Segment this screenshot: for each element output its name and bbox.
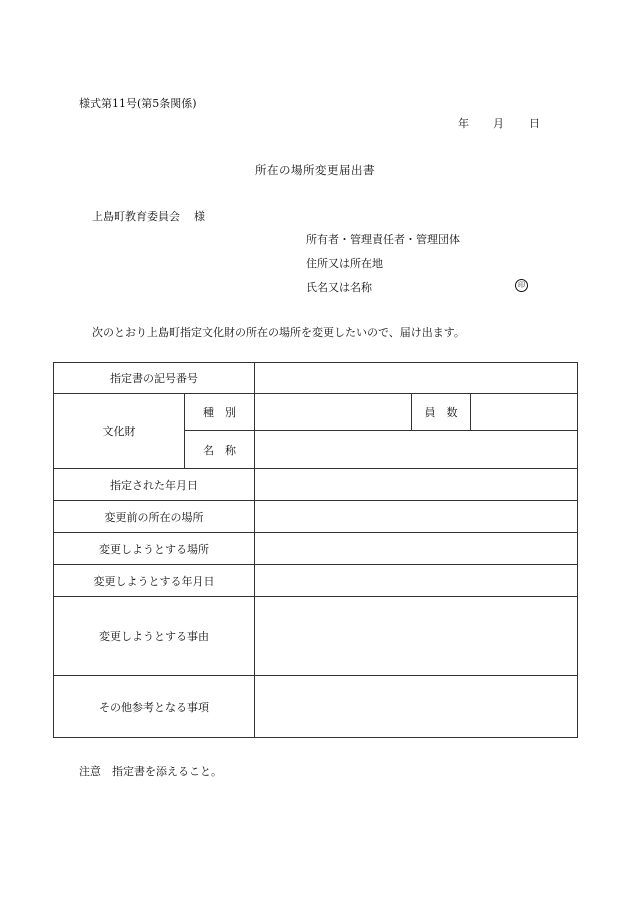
- table-row: [54, 533, 578, 565]
- applicant-address-label: 住所又は所在地: [306, 257, 383, 270]
- count-label: 員 数: [412, 394, 471, 431]
- designation-number-field[interactable]: [255, 363, 578, 394]
- addressee-honorific: 様: [194, 210, 205, 223]
- other-notes-label: その他参考となる事項: [54, 676, 255, 738]
- note-text: 指定書を添えること。: [112, 765, 222, 778]
- date-day-label: 日: [529, 117, 540, 130]
- designation-date-label: 指定された年月日: [54, 469, 255, 501]
- designation-number-label: 指定書の記号番号: [54, 363, 255, 394]
- current-location-field[interactable]: [255, 501, 578, 533]
- table-row: [54, 501, 578, 533]
- name-label: 名 称: [185, 431, 255, 469]
- change-date-field[interactable]: [255, 565, 578, 597]
- change-reason-field[interactable]: [255, 597, 578, 676]
- designation-date-field[interactable]: [255, 469, 578, 501]
- date-year-label: 年: [458, 117, 469, 130]
- other-notes-field[interactable]: [255, 676, 578, 738]
- seal-mark: 印: [515, 279, 528, 292]
- applicant-name-label: 氏名又は名称: [306, 281, 372, 294]
- table-row: [54, 565, 578, 597]
- note-label: 注意: [79, 765, 101, 778]
- table-row: [54, 676, 578, 738]
- type-field[interactable]: [255, 394, 412, 431]
- table-row: [54, 469, 578, 501]
- table-row: [54, 394, 578, 431]
- table-row: [54, 597, 578, 676]
- name-field[interactable]: [255, 431, 578, 469]
- applicant-role-label: 所有者・管理責任者・管理団体: [306, 233, 460, 246]
- document-title: 所在の場所変更届出書: [255, 163, 375, 177]
- type-label: 種 別: [185, 394, 255, 431]
- addressee: [92, 208, 205, 224]
- addressee-name: 上島町教育委員会: [92, 210, 180, 223]
- date-month-label: 月: [493, 117, 504, 130]
- intro-text: 次のとおり上島町指定文化財の所在の場所を変更したいので、届け出ます。: [92, 326, 465, 339]
- count-field[interactable]: [471, 394, 578, 431]
- new-location-field[interactable]: [255, 533, 578, 565]
- cultural-property-label: 文化財: [54, 394, 185, 469]
- notification-form-table: [53, 362, 578, 738]
- table-row: [54, 363, 578, 394]
- new-location-label: 変更しようとする場所: [54, 533, 255, 565]
- change-date-label: 変更しようとする年月日: [54, 565, 255, 597]
- change-reason-label: 変更しようとする事由: [54, 597, 255, 676]
- current-location-label: 変更前の所在の場所: [54, 501, 255, 533]
- note: [79, 763, 222, 779]
- form-number: 様式第11号(第5条関係): [79, 97, 197, 110]
